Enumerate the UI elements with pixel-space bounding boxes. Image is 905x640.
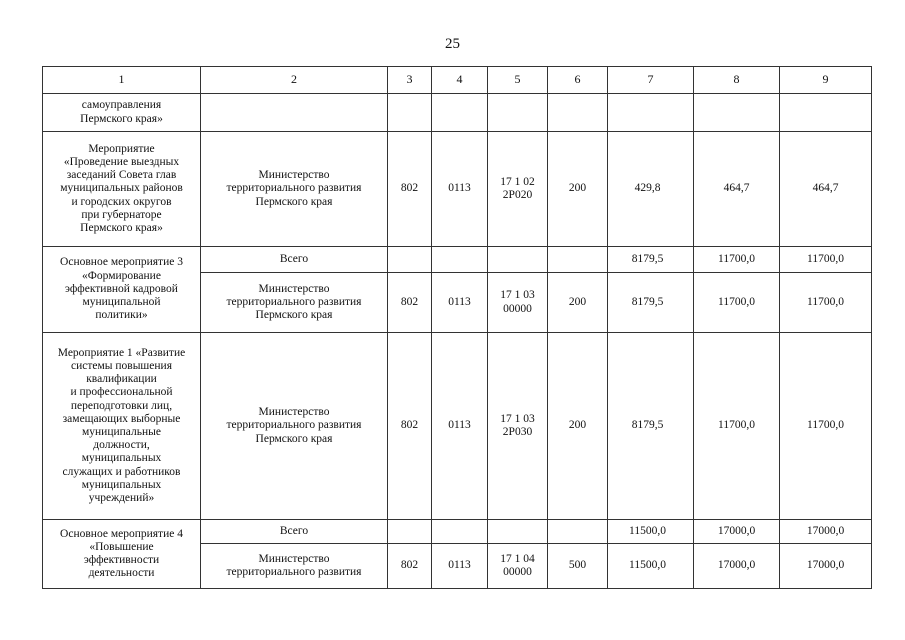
table-cell: 500 [548,544,608,589]
table-cell: 8179,5 [608,273,694,333]
table-cell [548,520,608,544]
header-cell: 7 [608,67,694,94]
table-cell: 8179,5 [608,333,694,520]
table-row [43,94,872,132]
table-cell [432,94,488,132]
table-cell: 17000,0 [780,544,872,589]
measure-name-cell: самоуправления Пермского края» [43,94,201,132]
table-cell: 200 [548,273,608,333]
table-cell: 802 [388,273,432,333]
executor-cell: Министерство территориального развития Пермского края [201,273,388,333]
table-cell: 17000,0 [694,544,780,589]
executor-cell: Министерство территориального развития Пермского края [201,132,388,247]
table-cell [388,94,432,132]
measure-name-cell: Основное мероприятие 4 «Повышение эффективности деятельности [43,520,201,589]
executor-cell: Министерство территориального развития Пермского края [201,333,388,520]
table-cell: 11700,0 [780,273,872,333]
executor-cell: Министерство территориального развития [201,544,388,589]
table-row [43,520,872,544]
table-cell: 802 [388,333,432,520]
table-cell: 802 [388,132,432,247]
table-cell: 17 1 03 2Р030 [488,333,548,520]
table-cell [432,520,488,544]
table-row [43,247,872,273]
table-cell: 0113 [432,544,488,589]
table-cell: 11700,0 [694,333,780,520]
table-cell: 17000,0 [694,520,780,544]
measure-name-cell: Мероприятие 1 «Развитие системы повышения квалификации и профессиональной переподготовки лиц, замещающих выборные муниципальные должности, муниципальных служащих и работников муниципальных учреждений» [43,333,201,520]
header-cell: 6 [548,67,608,94]
table-cell: 200 [548,132,608,247]
table-cell [388,247,432,273]
header-cell: 8 [694,67,780,94]
budget-table [42,66,872,589]
header-cell: 4 [432,67,488,94]
table-cell: 11700,0 [694,273,780,333]
table-cell: 0113 [432,132,488,247]
table-cell: 429,8 [608,132,694,247]
table-cell [388,520,432,544]
table-cell: 11700,0 [780,333,872,520]
table-cell [488,247,548,273]
table-cell: 8179,5 [608,247,694,273]
page-number: 25 [445,36,460,52]
header-cell: 2 [201,67,388,94]
table-cell: 802 [388,544,432,589]
table-cell [780,94,872,132]
measure-name-cell: Основное мероприятие 3 «Формирование эффективной кадровой муниципальной политики» [43,247,201,333]
executor-cell: Всего [201,247,388,273]
table-cell: 11700,0 [694,247,780,273]
table-cell: 0113 [432,273,488,333]
header-row [43,67,872,94]
table-cell: 464,7 [694,132,780,247]
table-cell: 11500,0 [608,520,694,544]
table-cell: 17000,0 [780,520,872,544]
header-cell: 3 [388,67,432,94]
table-cell [488,94,548,132]
table-cell [432,247,488,273]
table-cell: 11500,0 [608,544,694,589]
table-cell [488,520,548,544]
table-row [43,132,872,247]
table-cell [608,94,694,132]
table-cell [548,94,608,132]
measure-name-cell: Мероприятие «Проведение выездных заседаний Совета глав муниципальных районов и городских округов при губернаторе Пермского края» [43,132,201,247]
table-cell: 11700,0 [780,247,872,273]
header-cell: 1 [43,67,201,94]
table-cell: 17 1 03 00000 [488,273,548,333]
executor-cell [201,94,388,132]
header-cell: 9 [780,67,872,94]
table-cell [694,94,780,132]
table-cell: 17 1 02 2Р020 [488,132,548,247]
table-cell [548,247,608,273]
table-cell: 200 [548,333,608,520]
executor-cell: Всего [201,520,388,544]
table-cell: 0113 [432,333,488,520]
table-cell: 464,7 [780,132,872,247]
header-cell: 5 [488,67,548,94]
table-row [43,333,872,520]
table-cell: 17 1 04 00000 [488,544,548,589]
